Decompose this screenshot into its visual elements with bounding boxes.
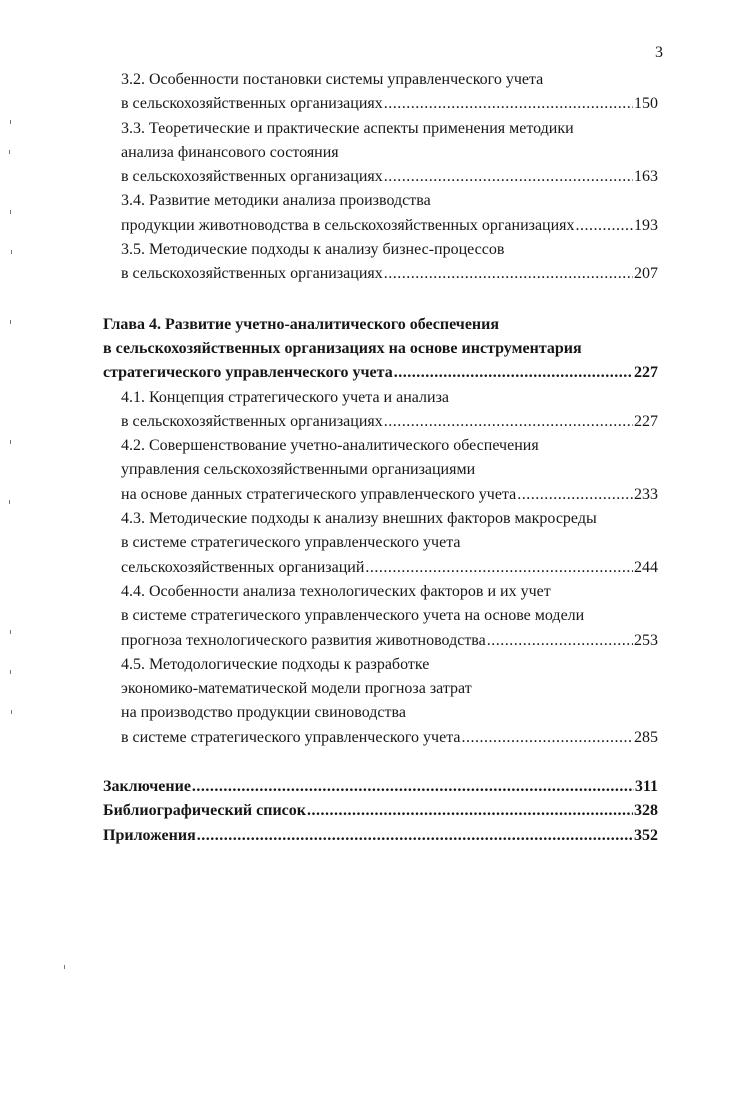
scan-speck [9,150,10,154]
toc-chapter-text: стратегического управленческого учета [103,364,393,382]
dot-leader [384,262,633,286]
toc-entry-4-3[interactable] [103,507,658,580]
toc-page-number: 311 [634,778,658,796]
spacer [103,750,658,775]
toc-page-number: 227 [634,364,658,382]
toc-entry-4-5[interactable] [103,653,658,750]
toc-page-number: 244 [634,558,658,576]
toc-page-number: 227 [634,412,658,430]
dot-leader [517,483,633,507]
toc-entry-3-3[interactable] [103,117,658,190]
toc-entry-4-2[interactable] [103,434,658,507]
dot-leader [197,824,633,848]
toc-entry-text: 4.5. Методологические подходы к разработке [121,655,430,673]
toc-entry-3-4[interactable] [103,189,658,238]
dot-leader [384,165,633,189]
toc-entry-text: в сельскохозяйственных организациях [121,265,383,283]
scan-speck [10,440,11,444]
dot-leader [307,799,633,823]
toc-entry-text: 4.4. Особенности анализа технологических факторов и их учет [121,582,551,600]
toc-entry-text: 3.4. Развитие методики анализа производства [121,192,431,210]
toc-entry-text: 4.2. Совершенствование учетно-аналитического обеспечения [121,437,539,455]
dot-leader [576,214,633,238]
toc-page-number: 352 [634,826,658,844]
toc-entry-text: 4.3. Методические подходы к анализу внешних факторов макросреды [121,510,597,528]
dot-leader [192,775,634,799]
toc-page-number: 233 [634,485,658,503]
toc-entry-text: анализа финансового состояния [121,143,339,161]
spacer [103,287,658,313]
scan-speck [10,320,11,324]
scan-speck [10,120,11,124]
toc-chapter-4[interactable] [103,313,658,386]
toc-entry-text: Приложения [103,826,196,844]
dot-leader [365,556,633,580]
toc-entry-text: управления сельскохозяйственными организациями [121,461,476,479]
toc-entry-text: 3.2. Особенности постановки системы управленческого учета [121,71,544,88]
page-number: 3 [655,44,663,61]
toc-entry-text: 4.1. Концепция стратегического учета и анализа [121,388,449,406]
toc-page-number: 285 [634,728,658,746]
toc-chapter-text: Глава 4. Развитие учетно-аналитического обеспечения [103,315,500,333]
toc-entry-text: 3.3. Теоретические и практические аспекты применения методики [121,119,574,137]
toc-entry-text: в системе стратегического управленческого учета [121,728,461,746]
toc-entry-text: на производство продукции свиноводства [121,704,406,722]
toc-entry-text: сельскохозяйственных организаций [121,558,365,576]
toc-page-number: 253 [634,631,658,649]
toc-entry-text: 3.5. Методические подходы к анализу бизнес-процессов [121,241,505,259]
toc-entry-text: на основе данных стратегического управленческого учета [121,485,517,503]
scan-speck [9,500,10,504]
scan-speck [10,210,11,214]
toc-entry-4-1[interactable] [103,386,658,435]
toc-bibliography[interactable] [103,799,658,823]
dot-leader [461,726,633,750]
toc-conclusion[interactable] [103,775,658,799]
toc-entry-3-2[interactable] [103,68,658,117]
dot-leader [487,629,633,653]
toc-entry-text: прогноза технологического развития животноводства [121,631,486,649]
scan-speck [11,710,12,714]
toc-appendices[interactable] [103,824,658,848]
toc-entry-4-4[interactable] [103,580,658,653]
toc-page-number: 328 [634,802,658,820]
table-of-contents [103,68,658,848]
toc-entry-3-5[interactable] [103,238,658,287]
toc-entry-text: в системе стратегического управленческого учета [121,534,461,552]
toc-entry-text: в сельскохозяйственных организациях [121,412,383,430]
toc-page-number: 150 [634,95,658,113]
scan-speck [10,670,11,674]
toc-entry-text: в сельскохозяйственных организациях [121,168,383,186]
scan-speck [11,250,12,254]
toc-chapter-text: в сельскохозяйственных организациях на основе инструментария [103,339,582,357]
toc-entry-text: Библиографический список [103,802,306,820]
toc-page-number: 193 [634,216,658,234]
dot-leader [394,361,633,385]
dot-leader [384,92,633,116]
toc-page-number: 163 [634,168,658,186]
dot-leader [384,410,633,434]
scan-speck [10,630,11,634]
toc-entry-text: в сельскохозяйственных организациях [121,95,383,113]
toc-entry-text: в системе стратегического управленческого учета на основе модели [121,607,585,625]
toc-page-number: 207 [634,265,658,283]
toc-entry-text: Заключение [103,778,191,796]
toc-entry-text: продукции животноводства в сельскохозяйственных организациях [121,216,575,234]
toc-entry-text: экономико-математической модели прогноза затрат [121,680,472,698]
scan-speck [64,965,65,969]
